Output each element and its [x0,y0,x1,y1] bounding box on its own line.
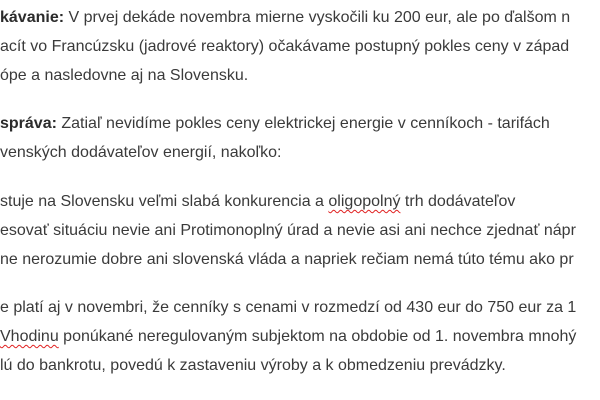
paragraph-3-text-2: esovať situáciu nevie ani Protimonoplný úrad a nevie asi ani nechce zjednať nápr [0,222,576,239]
paragraph-3-line-3 [0,250,574,270]
paragraph-1-line-3 [0,66,248,86]
misspelled-word-oligopolny: oligopolný [328,193,401,210]
paragraph-4-line-1 [0,298,576,318]
paragraph-4-text-1: e platí aj v novembri, že cenníky s cenami v rozmedzí od 430 eur do 750 eur za 1 [0,299,577,316]
paragraph-3-line-1 [0,192,515,212]
paragraph-1-line-1 [0,8,570,28]
paragraph-2-line-1 [0,114,550,134]
paragraph-3-line-2 [0,221,576,241]
paragraph-1-line-2 [0,37,569,57]
paragraph-3-text-3: ne nerozumie dobre ani slovenská vláda a napriek rečiam nemá túto tému ako pr [0,251,574,268]
paragraph-2-heading: správa: [0,115,57,132]
paragraph-2-text-2: venských dodávateľov energií, nakoľko: [0,144,282,161]
paragraph-4-text-3: lú do bankrotu, povedú k zastaveniu výroby a k obmedzeniu prevádzky. [0,357,506,374]
paragraph-4-line-3 [0,356,506,376]
paragraph-2-line-2 [0,143,282,163]
paragraph-4-text-2: ponúkané neregulovaným subjektom na obdobie od 1. novembra mnohý [58,328,577,345]
paragraph-4-line-2 [0,327,576,347]
paragraph-1-text-1: V prvej dekáde novembra mierne vyskočili ku 200 eur, ale po ďalšom n [64,9,571,26]
paragraph-1-text-2: acít vo Francúzsku (jadrové reaktory) očakávame postupný pokles ceny v západ [0,38,570,55]
paragraph-2-text-1: Zatiaľ nevidíme pokles ceny elektrickej energie v cenníkoch - tarifách [56,115,550,132]
misspelled-word-vhodinu: Vhodinu [0,328,59,345]
paragraph-1-text-3: ópe a nasledovne aj na Slovensku. [0,67,249,84]
paragraph-3-text-1a: stuje na Slovensku veľmi slabá konkurencia a [0,193,329,210]
paragraph-1-heading: kávanie: [0,9,65,26]
paragraph-3-text-1b: trh dodávateľov [400,193,516,210]
